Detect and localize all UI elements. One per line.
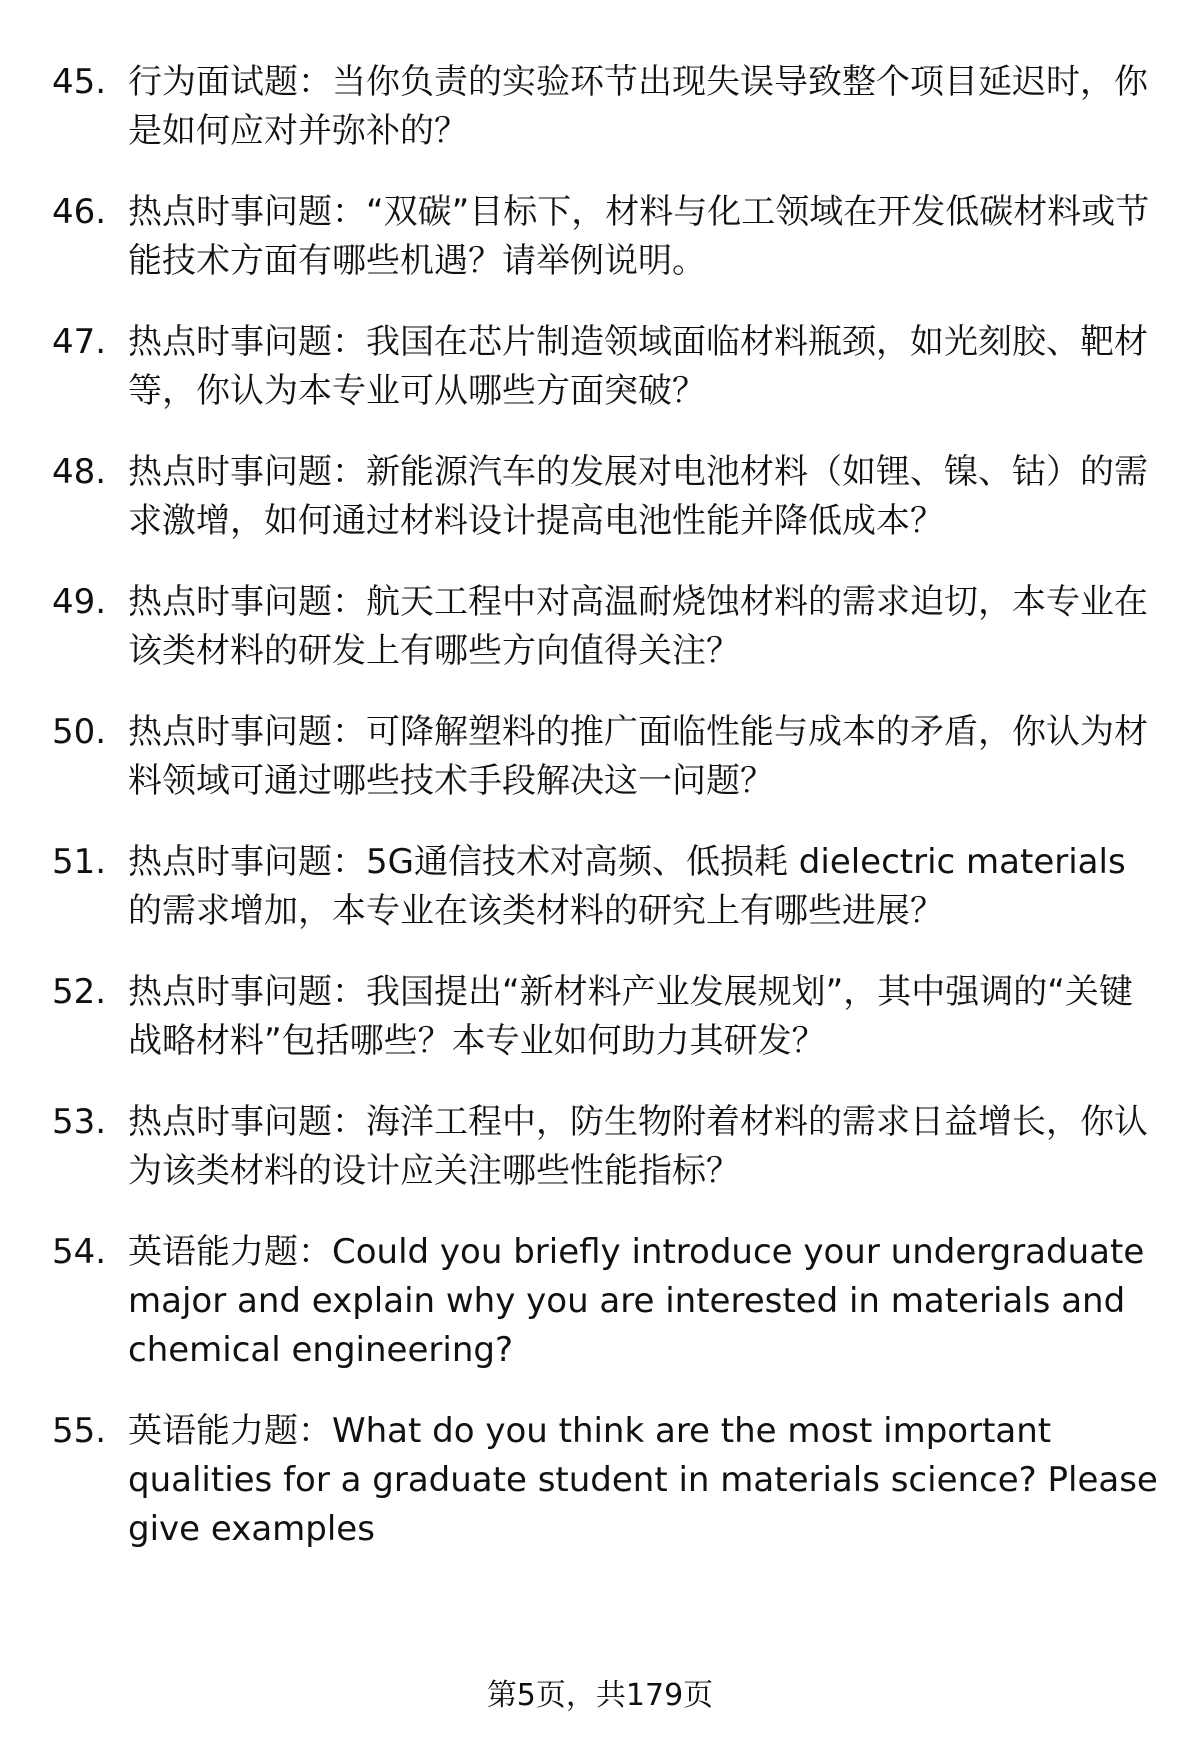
question-text: 热点时事问题：海洋工程中，防生物附着材料的需求日益增长，你认为该类材料的设计应关注哪些性能指标？ <box>128 1102 1148 1191</box>
question-text: 热点时事问题：航天工程中对高温耐烧蚀材料的需求迫切，本专业在该类材料的研发上有哪些方向值得关注？ <box>128 582 1148 671</box>
question-text: 行为面试题：当你负责的实验环节出现失误导致整个项目延迟时，你是如何应对并弥补的？ <box>128 62 1148 151</box>
question-number: 47. <box>52 322 107 362</box>
question-number: 54. <box>52 1232 107 1272</box>
question-number: 46. <box>52 192 107 232</box>
question-item-48 <box>0 448 1200 546</box>
question-text: 热点时事问题：我国在芯片制造领域面临材料瓶颈，如光刻胶、靶材等，你认为本专业可从哪些方面突破？ <box>128 322 1148 411</box>
question-number: 48. <box>52 452 107 492</box>
question-item-46 <box>0 188 1200 286</box>
question-number: 53. <box>52 1102 107 1142</box>
question-text: 热点时事问题：新能源汽车的发展对电池材料（如锂、镍、钴）的需求激增，如何通过材料设计提高电池性能并降低成本？ <box>128 452 1148 541</box>
question-item-47 <box>0 318 1200 416</box>
question-number: 52. <box>52 972 107 1012</box>
question-number: 50. <box>52 712 107 752</box>
question-item-45 <box>0 58 1200 156</box>
question-text: 英语能力题：Could you briefly introduce your undergraduate major and explain why you are interested in materials and chemical engineering? <box>128 1232 1145 1370</box>
page-footer <box>0 1676 1200 1716</box>
question-item-54 <box>0 1228 1200 1375</box>
question-list <box>0 58 1200 1586</box>
page-indicator: 第5页，共179页 <box>486 1678 714 1713</box>
question-item-53 <box>0 1098 1200 1196</box>
question-text: 热点时事问题：可降解塑料的推广面临性能与成本的矛盾，你认为材料领域可通过哪些技术手段解决这一问题？ <box>128 712 1148 801</box>
question-text: 热点时事问题：5G通信技术对高频、低损耗 dielectric materials 的需求增加，本专业在该类材料的研究上有哪些进展？ <box>128 842 1126 931</box>
question-text: 热点时事问题：我国提出“新材料产业发展规划”，其中强调的“关键战略材料”包括哪些？本专业如何助力其研发？ <box>128 972 1133 1061</box>
question-number: 45. <box>52 62 107 102</box>
question-number: 49. <box>52 582 107 622</box>
question-item-52 <box>0 968 1200 1066</box>
question-text: 热点时事问题：“双碳”目标下，材料与化工领域在开发低碳材料或节能技术方面有哪些机遇？请举例说明。 <box>128 192 1150 281</box>
question-item-49 <box>0 578 1200 676</box>
question-item-55 <box>0 1407 1200 1554</box>
question-number: 55. <box>52 1411 107 1451</box>
question-item-50 <box>0 708 1200 806</box>
question-number: 51. <box>52 842 107 882</box>
question-item-51 <box>0 838 1200 936</box>
question-text: 英语能力题：What do you think are the most important qualities for a graduate student in materials science? Please give examples <box>128 1411 1158 1549</box>
